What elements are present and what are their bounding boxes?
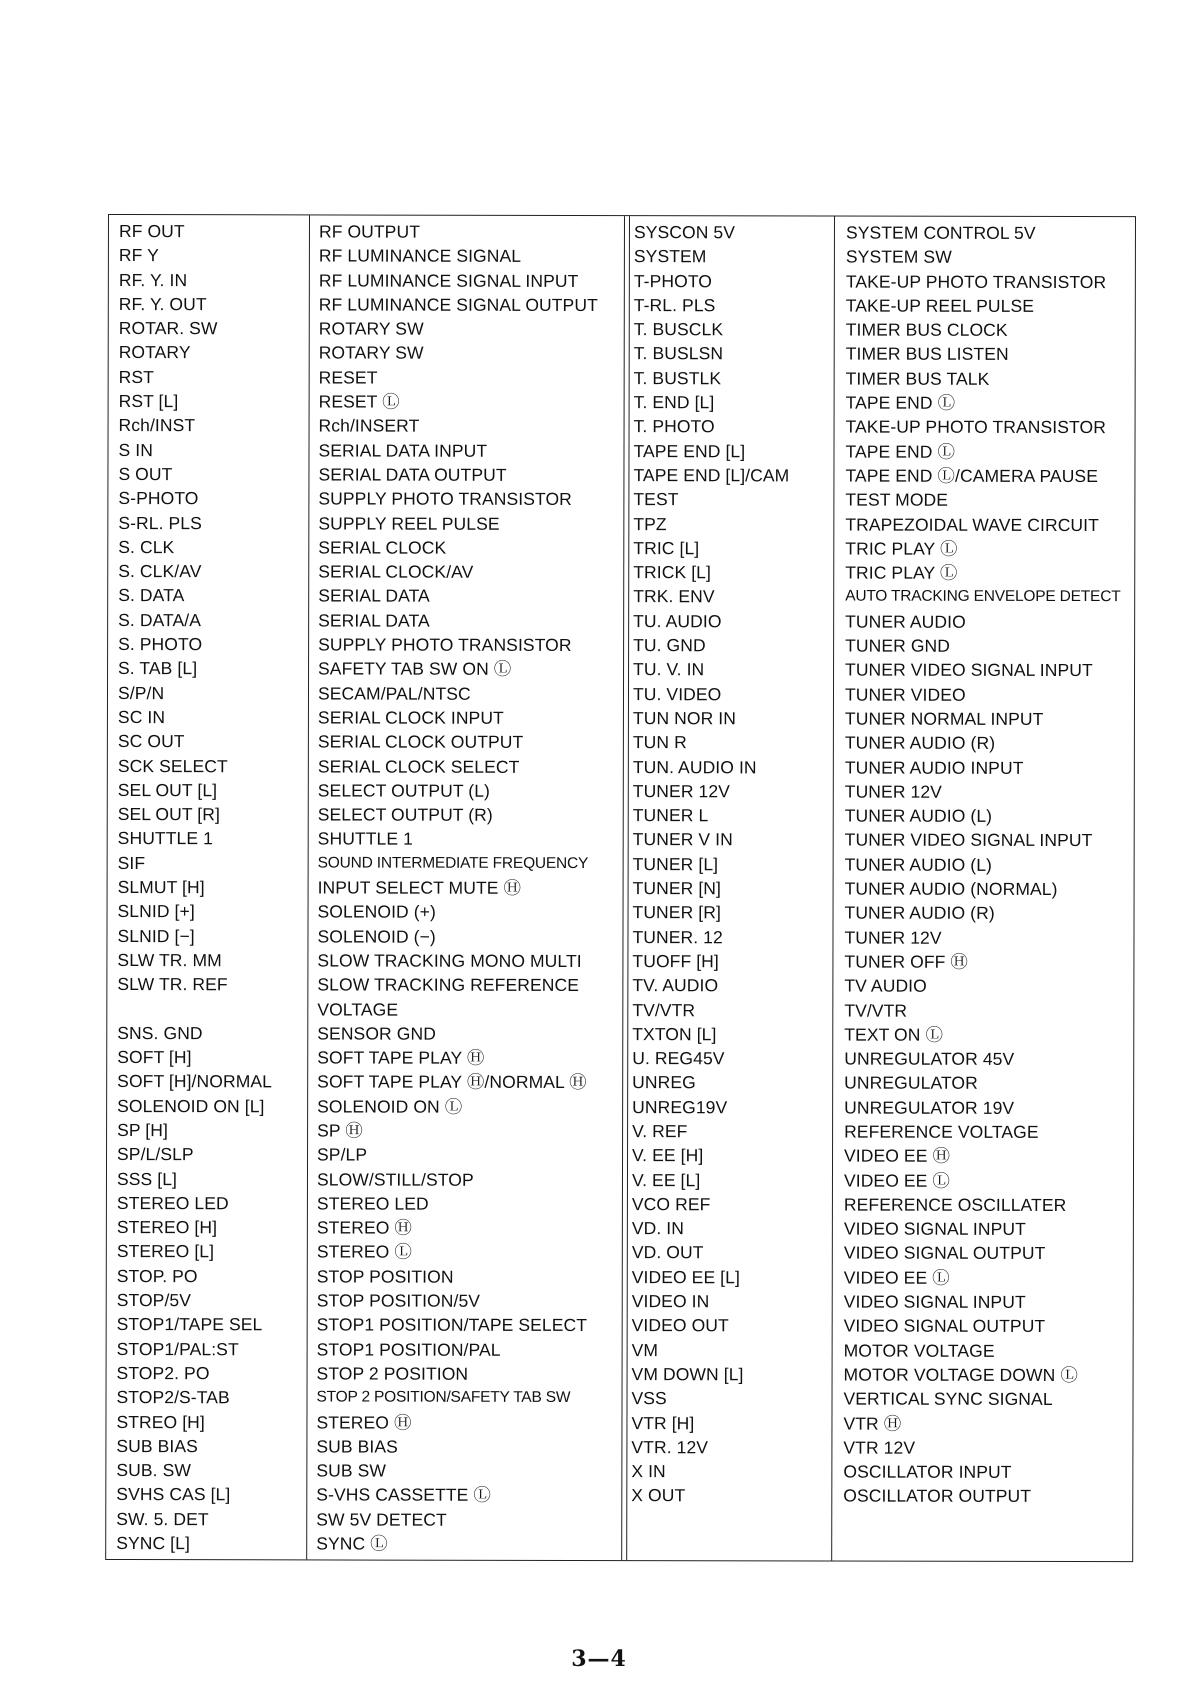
description-cell: SHUTTLE 1 xyxy=(317,828,413,850)
description-cell: TAKE-UP PHOTO TRANSISTOR xyxy=(845,271,1107,292)
description-cell: TRAPEZOIDAL WAVE CIRCUIT xyxy=(845,514,1099,535)
abbreviation-cell: T. PHOTO xyxy=(633,416,715,437)
description-cell: SOLENOID (−) xyxy=(317,926,436,947)
description-cell: SUB BIAS xyxy=(316,1436,398,1457)
description-cell: SLOW TRACKING REFERENCE xyxy=(317,974,580,996)
abbreviation-cell: SLMUT [H] xyxy=(117,877,205,898)
description-cell: STOP 2 POSITION/SAFETY TAB SW xyxy=(316,1388,571,1407)
abbreviation-cell: TRIC [L] xyxy=(633,537,700,559)
abbreviation-cell: X OUT xyxy=(631,1485,686,1506)
description-cell: S-VHS CASSETTE Ⓛ xyxy=(316,1484,492,1506)
description-cell: TAKE-UP PHOTO TRANSISTOR xyxy=(845,416,1106,438)
abbreviation-cell: V. EE [L] xyxy=(631,1169,701,1190)
description-cell: TUNER OFF Ⓗ xyxy=(844,951,969,972)
description-cell: RF LUMINANCE SIGNAL xyxy=(318,245,522,267)
description-cell: SYSTEM SW xyxy=(845,246,952,268)
abbreviation-cell: TAPE END [L]/CAM xyxy=(633,465,790,486)
abbreviation-cell: TUNER [R] xyxy=(632,902,721,923)
description-cell: TUNER AUDIO INPUT xyxy=(844,757,1024,778)
abbreviation-cell: VIDEO EE [L] xyxy=(631,1266,740,1288)
description-cell: MOTOR VOLTAGE DOWN Ⓛ xyxy=(843,1364,1078,1385)
description-cell: REFERENCE OSCILLATER xyxy=(843,1194,1067,1215)
abbreviation-cell: S OUT xyxy=(118,463,173,485)
abbreviation-cell: S. DATA xyxy=(118,585,185,606)
abbreviation-cell: STOP2/S-TAB xyxy=(116,1387,230,1408)
description-cell: VIDEO EE Ⓗ xyxy=(844,1145,951,1167)
abbreviation-cell: SUB. SW xyxy=(116,1460,191,1481)
description-cell: SELECT OUTPUT (L) xyxy=(317,780,491,801)
abbreviation-column-left xyxy=(116,215,307,1559)
abbreviation-cell: UNREG xyxy=(632,1072,696,1093)
description-cell: TUNER AUDIO (R) xyxy=(844,732,996,754)
description-cell: TIMER BUS TALK xyxy=(845,368,990,389)
description-cell: SERIAL DATA INPUT xyxy=(318,440,488,461)
description-cell: TEXT ON Ⓛ xyxy=(844,1024,944,1045)
description-cell: STEREO Ⓗ xyxy=(316,1217,413,1238)
abbreviation-cell: RF OUT xyxy=(118,221,185,242)
abbreviation-cell: SCK SELECT xyxy=(117,755,228,776)
description-cell: TUNER NORMAL INPUT xyxy=(844,708,1044,729)
description-cell: SLOW/STILL/STOP xyxy=(316,1169,474,1190)
description-cell: STOP1 POSITION/PAL xyxy=(316,1339,501,1360)
description-cell: SW 5V DETECT xyxy=(316,1509,447,1530)
abbreviation-cell: T. BUSLSN xyxy=(633,343,724,364)
abbreviation-cell: S-PHOTO xyxy=(118,488,199,509)
abbreviation-cell: S. TAB [L] xyxy=(118,658,198,679)
description-cell: ROTARY SW xyxy=(318,342,424,364)
abbreviation-cell: SP [H] xyxy=(117,1120,168,1141)
abbreviation-cell: SW. 5. DET xyxy=(116,1508,209,1529)
description-cell: TAPE END Ⓛ/CAMERA PAUSE xyxy=(845,465,1099,487)
description-cell: STEREO LED xyxy=(316,1193,429,1214)
description-cell: MOTOR VOLTAGE xyxy=(843,1340,995,1361)
abbreviation-cell: SNS. GND xyxy=(117,1022,203,1043)
abbreviation-cell: STOP. PO xyxy=(116,1265,198,1286)
description-cell: TRIC PLAY Ⓛ xyxy=(845,562,958,583)
abbreviation-cell: SSS [L] xyxy=(116,1168,178,1189)
abbreviation-cell: TV/VTR xyxy=(632,999,696,1020)
description-cell: REFERENCE VOLTAGE xyxy=(844,1121,1039,1142)
abbreviation-cell: SEL OUT [R] xyxy=(117,804,221,825)
description-cell: TV/VTR xyxy=(844,1000,908,1021)
description-cell: TRIC PLAY Ⓛ xyxy=(845,538,958,559)
abbreviation-cell: TU. VIDEO xyxy=(632,683,722,704)
abbreviation-cell: S IN xyxy=(118,439,153,460)
abbreviation-cell: SC OUT xyxy=(117,731,185,752)
abbreviation-cell: SOLENOID ON [L] xyxy=(117,1095,265,1117)
abbreviation-cell: V. REF xyxy=(632,1121,688,1142)
abbreviation-cell: SVHS CAS [L] xyxy=(116,1484,231,1505)
column-divider xyxy=(306,215,310,1559)
abbreviation-cell: S. DATA/A xyxy=(118,609,202,630)
abbreviation-cell: SYSTEM xyxy=(633,246,707,267)
abbreviation-cell: TUNER 12V xyxy=(632,780,731,802)
description-cell: SERIAL CLOCK OUTPUT xyxy=(317,731,524,753)
description-cell: SP/LP xyxy=(317,1144,368,1165)
abbreviation-cell: TEST xyxy=(633,489,679,510)
description-cell: SUPPLY PHOTO TRANSISTOR xyxy=(318,634,572,656)
column-divider xyxy=(621,216,625,1560)
abbreviation-cell: T. BUSCLK xyxy=(633,319,724,340)
description-cell: TUNER AUDIO (R) xyxy=(844,902,995,924)
description-cell: STOP1 POSITION/TAPE SELECT xyxy=(316,1314,588,1336)
abbreviation-cell: TUN NOR IN xyxy=(632,708,737,729)
abbreviation-cell: SIF xyxy=(117,852,146,873)
abbreviation-cell: TUNER. 12 xyxy=(632,926,723,947)
abbreviation-cell: TUN. AUDIO IN xyxy=(632,756,757,777)
abbreviation-cell: S/P/N xyxy=(117,682,165,703)
abbreviation-cell: SOFT [H]/NORMAL xyxy=(117,1071,273,1092)
description-cell: TIMER BUS CLOCK xyxy=(845,319,1008,341)
abbreviation-cell: TU. V. IN xyxy=(633,659,705,680)
abbreviation-cell: VSS xyxy=(631,1388,667,1409)
description-cell: SUPPLY PHOTO TRANSISTOR xyxy=(318,488,572,510)
description-cell: SERIAL CLOCK SELECT xyxy=(317,755,520,777)
abbreviation-cell: RF. Y. OUT xyxy=(118,293,207,315)
abbreviation-cell: ROTAR. SW xyxy=(118,318,218,339)
abbreviation-cell: SUB BIAS xyxy=(116,1435,198,1457)
description-cell: RF LUMINANCE SIGNAL INPUT xyxy=(318,270,579,291)
description-cell: TUNER AUDIO (L) xyxy=(844,805,993,826)
description-cell: TUNER 12V xyxy=(844,927,942,948)
description-cell: TUNER AUDIO (NORMAL) xyxy=(844,878,1058,900)
abbreviation-cell: TU. GND xyxy=(633,635,706,656)
description-cell: VIDEO SIGNAL OUTPUT xyxy=(843,1243,1046,1264)
abbreviation-cell: STOP1/TAPE SEL xyxy=(116,1314,263,1335)
page-number: 3—4 xyxy=(571,1646,627,1672)
abbreviation-cell: TUNER [L] xyxy=(632,853,719,874)
abbreviation-cell: TUN R xyxy=(632,732,687,753)
abbreviation-cell: UNREG19V xyxy=(632,1096,728,1117)
abbreviation-cell: TRICK [L] xyxy=(633,562,712,583)
description-cell: VTR 12V xyxy=(843,1437,916,1458)
abbreviation-cell: STEREO [L] xyxy=(116,1241,215,1262)
abbreviation-cell: SLNID [−] xyxy=(117,925,195,946)
description-cell: VIDEO SIGNAL INPUT xyxy=(843,1291,1026,1312)
abbreviation-cell: S. CLK xyxy=(118,536,175,557)
abbreviation-cell: STEREO [H] xyxy=(116,1217,218,1238)
abbreviation-cell: TU. AUDIO xyxy=(633,610,722,632)
description-cell: VTR Ⓗ xyxy=(843,1413,902,1434)
abbreviation-cell: TV. AUDIO xyxy=(632,975,719,996)
abbreviation-cell: S. CLK/AV xyxy=(118,561,202,582)
description-cell: VERTICAL SYNC SIGNAL xyxy=(843,1388,1053,1410)
abbreviation-cell: T. BUSTLK xyxy=(633,367,722,389)
description-column-left xyxy=(316,215,619,1560)
description-cell: SENSOR GND xyxy=(317,1023,436,1044)
abbreviation-cell: V. EE [H] xyxy=(632,1145,704,1166)
abbreviation-cell: RST [L] xyxy=(118,391,179,412)
description-cell: SECAM/PAL/NTSC xyxy=(317,683,471,704)
description-cell: SOUND INTERMEDIATE FREQUENCY xyxy=(317,854,589,872)
description-cell: TUNER VIDEO xyxy=(844,684,966,705)
abbreviation-cell: VTR. 12V xyxy=(631,1436,709,1458)
abbreviation-cell: SOFT [H] xyxy=(117,1047,192,1068)
abbreviation-cell: X IN xyxy=(631,1461,666,1482)
abbreviation-cell: TRK. ENV xyxy=(633,586,715,607)
abbreviation-cell: S. PHOTO xyxy=(118,634,203,655)
description-cell: OSCILLATOR OUTPUT xyxy=(843,1485,1032,1507)
description-cell: SYSTEM CONTROL 5V xyxy=(845,222,1036,243)
description-cell: SERIAL DATA OUTPUT xyxy=(318,464,507,485)
description-cell: OSCILLATOR INPUT xyxy=(843,1461,1012,1483)
abbreviation-cell: TUOFF [H] xyxy=(632,951,719,972)
description-cell: RESET xyxy=(318,367,378,388)
description-cell: STOP POSITION xyxy=(316,1266,454,1287)
description-cell: SYNC Ⓛ xyxy=(316,1533,388,1554)
description-cell: RESET Ⓛ xyxy=(318,391,400,412)
description-cell: SERIAL CLOCK INPUT xyxy=(317,707,504,728)
abbreviation-cell: TUNER V IN xyxy=(632,829,733,850)
description-cell: SOLENOID ON Ⓛ xyxy=(317,1096,463,1117)
description-cell: SERIAL CLOCK/AV xyxy=(318,561,474,582)
abbreviation-cell: TUNER [N] xyxy=(632,878,722,899)
description-cell: TEST MODE xyxy=(845,489,949,511)
description-cell: RF OUTPUT xyxy=(318,221,421,242)
description-cell: TUNER VIDEO SIGNAL INPUT xyxy=(845,659,1093,681)
abbreviation-cell: SC IN xyxy=(117,706,166,728)
description-cell: SERIAL CLOCK xyxy=(318,537,447,558)
description-cell: UNREGULATOR 19V xyxy=(844,1097,1015,1118)
description-cell: SOLENOID (+) xyxy=(317,901,436,923)
description-cell: VIDEO SIGNAL OUTPUT xyxy=(843,1315,1046,1337)
abbreviation-cell: VIDEO OUT xyxy=(631,1315,729,1336)
description-cell: UNREGULATOR xyxy=(844,1072,978,1094)
description-cell: VIDEO EE Ⓛ xyxy=(843,1267,950,1288)
description-cell: TV AUDIO xyxy=(844,975,927,996)
description-cell: SP Ⓗ xyxy=(317,1120,363,1141)
abbreviation-cell: VD. IN xyxy=(631,1218,685,1239)
abbreviation-cell: RF Y xyxy=(118,245,159,266)
abbreviation-cell xyxy=(117,997,305,1022)
description-cell: TUNER AUDIO (L) xyxy=(844,854,993,875)
abbreviation-cell: RF. Y. IN xyxy=(118,269,188,290)
abbreviation-cell: VCO REF xyxy=(631,1193,711,1215)
abbreviation-cell: STOP2. PO xyxy=(116,1362,210,1384)
description-cell: AUTO TRACKING ENVELOPE DETECT xyxy=(845,587,1121,606)
description-cell: TIMER BUS LISTEN xyxy=(845,344,1009,365)
abbreviation-cell: STOP/5V xyxy=(116,1290,192,1311)
abbreviation-cell: Rch/INST xyxy=(118,415,196,436)
description-cell: SERIAL DATA xyxy=(318,610,430,631)
abbreviation-cell: STOP1/PAL:ST xyxy=(116,1338,239,1359)
column-divider xyxy=(831,217,835,1561)
abbreviation-cell: VM DOWN [L] xyxy=(631,1364,744,1385)
description-cell: RF LUMINANCE SIGNAL OUTPUT xyxy=(318,294,598,315)
abbreviation-cell: VTR [H] xyxy=(631,1412,695,1433)
description-cell: VIDEO EE Ⓛ xyxy=(843,1170,951,1191)
description-cell: SUPPLY REEL PULSE xyxy=(318,513,500,534)
description-cell: SOFT TAPE PLAY Ⓗ/NORMAL Ⓗ xyxy=(317,1071,587,1093)
abbreviation-cell: SEL OUT [L] xyxy=(117,779,218,801)
description-cell: TAPE END Ⓛ xyxy=(845,441,956,462)
abbreviation-cell: VIDEO IN xyxy=(631,1291,710,1312)
description-cell: STEREO Ⓛ xyxy=(316,1241,412,1263)
column-divider xyxy=(626,216,630,1560)
description-cell: INPUT SELECT MUTE Ⓗ xyxy=(317,877,522,898)
abbreviation-cell: TUNER L xyxy=(632,805,709,826)
abbreviation-cell: SP/L/SLP xyxy=(117,1144,194,1165)
abbreviation-cell: SHUTTLE 1 xyxy=(117,828,213,849)
abbreviation-cell: SLNID [+] xyxy=(117,901,195,922)
abbreviation-cell: STREO [H] xyxy=(116,1411,205,1432)
description-cell: SOFT TAPE PLAY Ⓗ xyxy=(317,1047,485,1068)
abbreviation-cell: STEREO LED xyxy=(116,1192,229,1214)
abbreviation-cell: T-PHOTO xyxy=(633,270,713,291)
description-cell: SUB SW xyxy=(316,1460,387,1481)
abbreviation-cell: T-RL. PLS xyxy=(633,294,716,316)
abbreviation-cell: T. END [L] xyxy=(633,392,715,413)
description-cell: TUNER 12V xyxy=(844,781,943,802)
abbreviation-column-right xyxy=(631,216,824,1560)
description-cell: STOP 2 POSITION xyxy=(316,1363,469,1384)
abbreviation-cell: VM xyxy=(631,1339,659,1360)
description-cell: VOLTAGE xyxy=(317,998,399,1020)
abbreviation-cell: TAPE END [L] xyxy=(633,440,746,462)
description-cell: TAPE END Ⓛ xyxy=(845,392,956,413)
description-cell: Rch/INSERT xyxy=(318,415,420,437)
description-cell: SERIAL DATA xyxy=(318,585,430,607)
description-cell: SELECT OUTPUT (R) xyxy=(317,804,493,825)
abbreviation-table xyxy=(105,214,1136,1562)
abbreviation-cell: RST xyxy=(118,366,154,387)
abbreviation-cell: TXTON [L] xyxy=(632,1023,717,1045)
description-cell: STOP POSITION/5V xyxy=(316,1290,481,1311)
description-cell: SAFETY TAB SW ON Ⓛ xyxy=(318,658,512,680)
description-cell: ROTARY SW xyxy=(318,318,424,339)
abbreviation-cell: SYSCON 5V xyxy=(633,222,736,243)
abbreviation-cell: S-RL. PLS xyxy=(118,512,202,533)
abbreviation-cell: SYNC [L] xyxy=(116,1533,190,1554)
abbreviation-cell: ROTARY xyxy=(118,342,191,363)
description-cell: TUNER VIDEO SIGNAL INPUT xyxy=(844,829,1093,851)
description-cell: VIDEO SIGNAL INPUT xyxy=(843,1218,1026,1240)
description-cell: SLOW TRACKING MONO MULTI xyxy=(317,950,582,971)
description-cell: TAKE-UP REEL PULSE xyxy=(845,295,1035,316)
abbreviation-cell: SLW TR. MM xyxy=(117,949,222,971)
description-cell: TUNER AUDIO xyxy=(845,611,966,632)
abbreviation-cell: U. REG45V xyxy=(632,1048,725,1069)
abbreviation-cell: TPZ xyxy=(633,513,667,534)
description-cell: UNREGULATOR 45V xyxy=(844,1048,1015,1069)
description-cell: TUNER GND xyxy=(845,635,951,656)
description-column-right xyxy=(843,217,1136,1562)
abbreviation-cell: SLW TR. REF xyxy=(117,974,228,995)
abbreviation-cell: VD. OUT xyxy=(631,1242,704,1263)
description-cell: STEREO Ⓗ xyxy=(316,1411,412,1433)
